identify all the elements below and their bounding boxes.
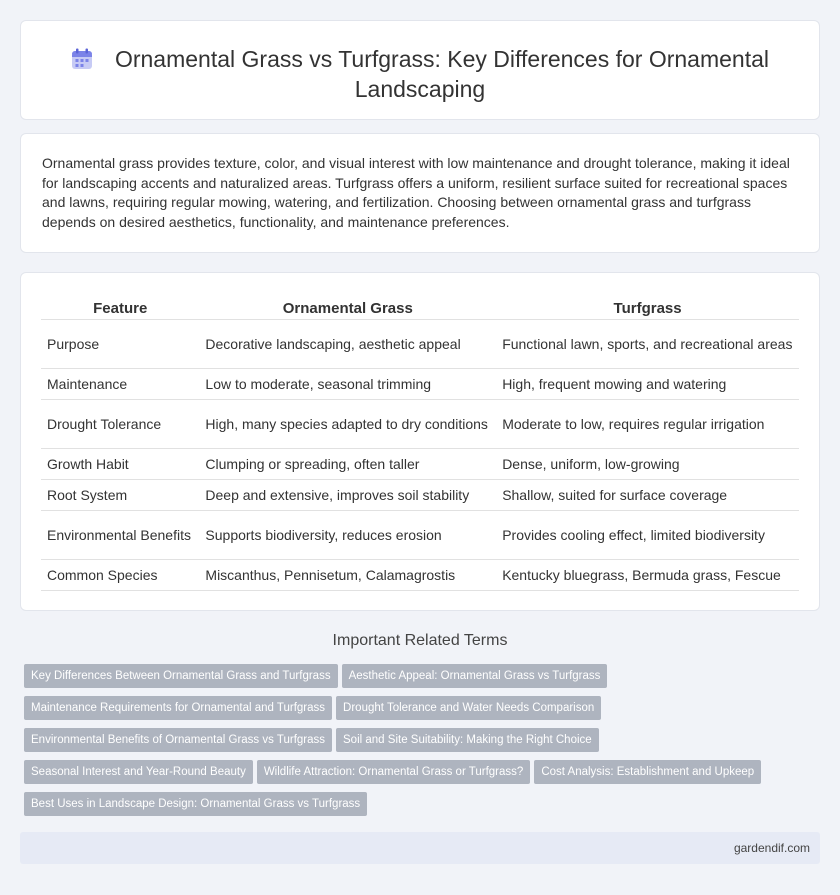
ornamental-cell: High, many species adapted to dry conditions xyxy=(199,400,496,449)
ornamental-cell: Low to moderate, seasonal trimming xyxy=(199,369,496,400)
ornamental-cell: Clumping or spreading, often taller xyxy=(199,449,496,480)
ornamental-cell: Miscanthus, Pennisetum, Calamagrostis xyxy=(199,560,496,591)
intro-paragraph: Ornamental grass provides texture, color, and visual interest with low maintenance and drought tolerance, making it ideal for landscaping accents and naturalized areas. Turfgrass offers a uniform, resilient surface suited for recreational spaces and lawns, requiring regular mowing, watering, and fertilization. Choosing between ornamental grass and turfgrass depends on desired aesthetics, functionality, and maintenance preferences. xyxy=(42,155,790,230)
footer-bar xyxy=(20,832,820,864)
table-row xyxy=(41,511,799,560)
turfgrass-cell: High, frequent mowing and watering xyxy=(496,369,799,400)
turfgrass-cell: Functional lawn, sports, and recreational areas xyxy=(496,320,799,369)
title-card xyxy=(20,20,820,120)
feature-cell: Growth Habit xyxy=(41,449,199,480)
feature-cell: Drought Tolerance xyxy=(41,400,199,449)
ornamental-cell: Deep and extensive, improves soil stability xyxy=(199,480,496,511)
header-turfgrass: Turfgrass xyxy=(496,297,799,320)
turfgrass-cell: Moderate to low, requires regular irrigation xyxy=(496,400,799,449)
related-terms-heading: Important Related Terms xyxy=(332,632,508,649)
ornamental-cell: Supports biodiversity, reduces erosion xyxy=(199,511,496,560)
page-title-wrap xyxy=(21,44,819,104)
table-row xyxy=(41,560,799,591)
table-row xyxy=(41,480,799,511)
related-term-tag[interactable]: Key Differences Between Ornamental Grass and Turfgrass xyxy=(24,664,338,688)
feature-cell: Maintenance xyxy=(41,369,199,400)
intro-card xyxy=(20,133,820,253)
related-term-tag[interactable]: Drought Tolerance and Water Needs Comparison xyxy=(336,696,601,720)
related-term-tag[interactable]: Aesthetic Appeal: Ornamental Grass vs Turfgrass xyxy=(342,664,608,688)
page-title: Ornamental Grass vs Turfgrass: Key Differences for Ornamental Landscaping xyxy=(114,46,770,102)
related-term-tag[interactable]: Cost Analysis: Establishment and Upkeep xyxy=(534,760,761,784)
turfgrass-cell: Dense, uniform, low-growing xyxy=(496,449,799,480)
table-row xyxy=(41,320,799,369)
header-feature: Feature xyxy=(41,297,199,320)
feature-cell: Root System xyxy=(41,480,199,511)
turfgrass-cell: Provides cooling effect, limited biodiversity xyxy=(496,511,799,560)
turfgrass-cell: Shallow, suited for surface coverage xyxy=(496,480,799,511)
related-terms-list xyxy=(24,664,814,824)
turfgrass-cell: Kentucky bluegrass, Bermuda grass, Fescue xyxy=(496,560,799,591)
comparison-card xyxy=(20,272,820,611)
feature-cell: Common Species xyxy=(41,560,199,591)
footer-site-link[interactable]: gardendif.com xyxy=(733,841,810,855)
table-header-row xyxy=(41,297,799,320)
table-row xyxy=(41,369,799,400)
related-term-tag[interactable]: Seasonal Interest and Year-Round Beauty xyxy=(24,760,253,784)
comparison-table xyxy=(41,297,799,591)
ornamental-cell: Decorative landscaping, aesthetic appeal xyxy=(199,320,496,369)
feature-cell: Purpose xyxy=(41,320,199,369)
related-term-tag[interactable]: Best Uses in Landscape Design: Ornamental Grass vs Turfgrass xyxy=(24,792,367,816)
related-term-tag[interactable]: Wildlife Attraction: Ornamental Grass or Turfgrass? xyxy=(257,760,530,784)
table-row xyxy=(41,400,799,449)
calendar-icon xyxy=(71,48,93,70)
related-term-tag[interactable]: Soil and Site Suitability: Making the Right Choice xyxy=(336,728,599,752)
table-row xyxy=(41,449,799,480)
feature-cell: Environmental Benefits xyxy=(41,511,199,560)
header-ornamental-grass: Ornamental Grass xyxy=(199,297,496,320)
related-term-tag[interactable]: Environmental Benefits of Ornamental Grass vs Turfgrass xyxy=(24,728,332,752)
related-term-tag[interactable]: Maintenance Requirements for Ornamental and Turfgrass xyxy=(24,696,332,720)
